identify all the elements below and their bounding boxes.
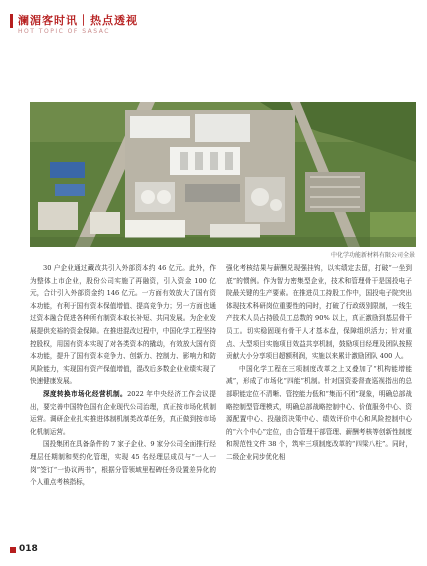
header-title: 澜湄客时讯｜热点透视 (18, 14, 138, 27)
aerial-factory-illustration (30, 102, 416, 247)
right-paragraph-2: 中国化学工程在三项制度改革之上又叠加了“机构能增能减”，形成了市场化“四能”机制。针对国资委督查巡视指出的总部职能定位不清晰、管控能力低和“集而不团”现象，明确总部战略控制型管理模式，明确总部战略控制中心、价值服务中心、资源配置中心、投融资决策中心、绩效评价中心和风险控制中心的“六个中心”定位，由合管理干部管理、薪酬考核等创新性制度和规范性文件 38 个，筑牢三项制度改革的“四梁八柱”。同时，二级企业同步优化相 (226, 364, 412, 461)
section-subhead: 深度转换市场化经营机制。 (43, 389, 128, 398)
header-subtitle: HOT TOPIC OF SASAC (18, 28, 110, 35)
photo-caption: 中化学功能新材料有限公司全景 (330, 252, 415, 259)
right-paragraph-1: 强化考核结果与薪酬兑现强挂钩，以实绩定去留，打破“一坐到底”的惯例。作为智力密集型企业，技术和管理骨干是国投电子院最关键的生产要素。在推进员工持股工作中，国投电子院突出体现技术科研岗位重要性的同时，打破了行政级别限制，一线生产技术人员占持股员工总数的 90% 以上，真正激励到基层骨干员工。切实稳固现有骨干人才基本盘，保障组织活力；针对重点、大型项目实施项目效益共享机制，鼓励项目经理及团队按照贡献大小分享项目超额利润，实施以来累计激励团队 400 人。 (226, 264, 412, 361)
aerial-factory-photo (30, 102, 416, 247)
left-paragraph-2 (30, 388, 216, 438)
left-paragraph-1: 30 户企业通过藏改共引入外部资本约 46 亿元。此外，作为整体上市企业，股份公司实施了再融资，引入资金 100 亿元，合计引入外部资金约 146 亿元。一方面有效放大了国有资本功能，有利于国有资本保值增值、提高竞争力；另一方面也通过资本融合促进各种所有制资本取长补短、共同发展。为企业发展提供充裕的资金保障。在推进混改过程中，中国化学工程坚持控股权，用国有资本实现了对各类资本的撬动，有效放大国有资本功能，提升了国有资本竞争力、创新力、控制力、影响力和防风险能力，实现国有资产保值增值，混改后多数企业业绩实现了快速健康发展。 (30, 264, 216, 386)
page-number: 018 (19, 544, 38, 554)
left-paragraph-3: 国投集团在具备条件的 7 家子企业、9 家分公司全面推行经理层任期制和契约化管理，实现 45 名经理层成员与“一人一岗”签订“一协议两书”，根据分管领域里程碑任务设置差异化的个人重点考核指标， (30, 440, 216, 487)
footer-accent-square (10, 547, 16, 553)
header-accent-bar (10, 14, 13, 28)
article-column-left (30, 262, 216, 489)
page-header (0, 0, 427, 42)
left-paragraph-2-text: 2022 年中央经济工作会议提出，要完善中国特色国有企业现代公司治理，真正按市场化机制运营。调研企业扎实推进体制机制类改革任务，真正做到按市场化机制运营。 (30, 389, 216, 436)
article-column-right (226, 262, 412, 464)
